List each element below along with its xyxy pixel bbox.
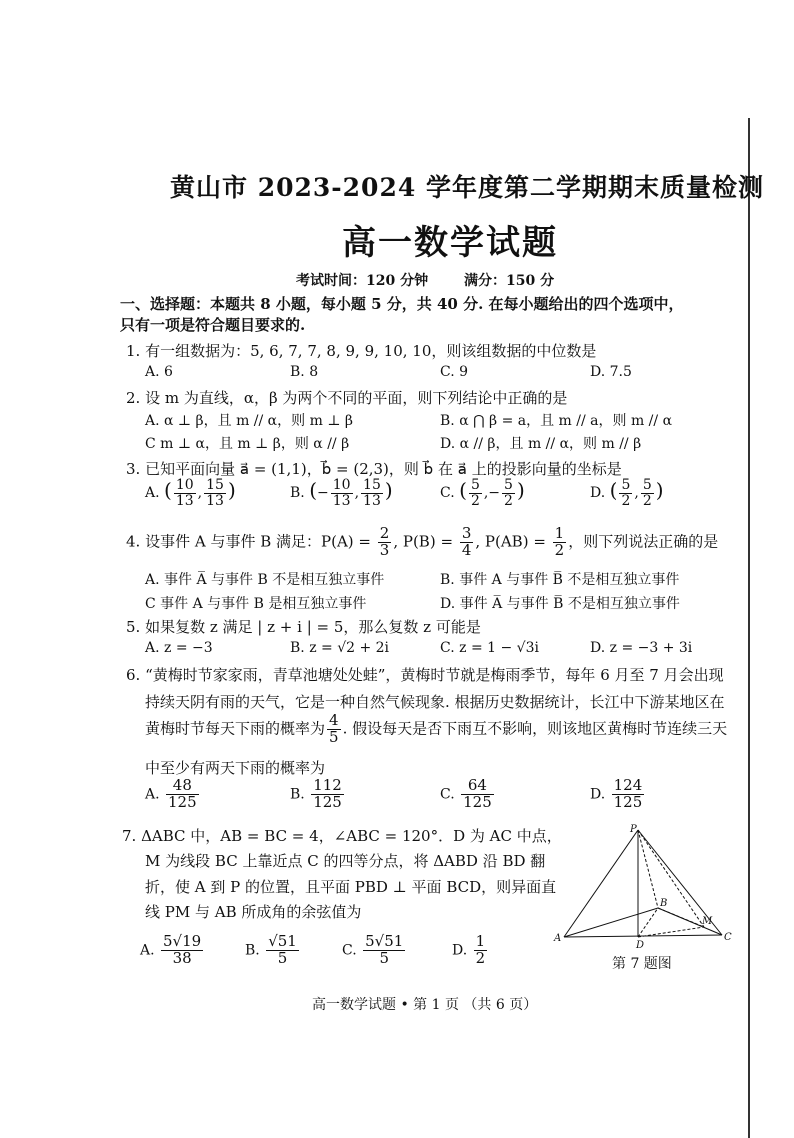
edge-db [638, 908, 658, 937]
q4-option-b: B. 事件 A 与事件 B̅ 不是相互独立事件 [440, 572, 680, 588]
question-stem: 设事件 A 与事件 B 满足：P(A) = [145, 532, 371, 551]
question-stem: ΔABC 中，AB = BC = 4，∠ABC = 120°．D 为 AC 中点， [141, 827, 562, 845]
frac-num: 5 [621, 477, 631, 493]
option-label: C. [342, 942, 357, 959]
q2-option-b: B. α ⋂ β = a，且 m // a，则 m // α [440, 413, 673, 429]
option-label: C. [440, 786, 455, 803]
point-label-a: A [554, 933, 562, 944]
point-label-p: P [630, 824, 637, 835]
frac-num: 5√19 [163, 932, 202, 950]
question-1 [126, 340, 596, 361]
frac-den: 13 [175, 492, 194, 509]
frac-den: 13 [332, 492, 351, 509]
question-stem: , P(B) = [393, 532, 454, 551]
q7-line-2: M 为线段 BC 上靠近点 C 的四等分点，将 ΔABD 沿 BD 翻 [145, 852, 546, 870]
frac-num: 5√51 [365, 932, 404, 950]
question-number: 7. [122, 827, 137, 845]
q7-option-b [245, 934, 301, 967]
question-number: 2. [126, 389, 141, 407]
frac-den: 2 [504, 492, 513, 509]
figure-caption: 第 7 题图 [612, 956, 672, 972]
section-heading: 一、选择题：本题共 8 小题，每小题 5 分，共 40 分. 在每小题给出的四个选项中，只有一项是符合题目要求的. [120, 295, 684, 334]
question-4 [126, 526, 718, 559]
frac-den: 2 [470, 492, 480, 509]
q1-option-b: B. 8 [290, 364, 319, 380]
frac-den: 4 [461, 540, 472, 559]
q6-option-c [440, 778, 496, 811]
frac-den: 125 [463, 792, 492, 811]
frac-num: 10 [332, 477, 351, 493]
question-6 [126, 664, 724, 685]
option-label: D. [452, 942, 468, 959]
q6-line-2: 持续天阴有雨的天气，它是一种自然气候现象. 根据历史数据统计，长江中下游某地区在 [145, 693, 725, 711]
q1-option-d: D. 7.5 [590, 364, 632, 380]
edge-pm [638, 830, 704, 927]
frac-den: 3 [379, 540, 390, 559]
question-stem: 有一组数据为：5, 6, 7, 7, 8, 9, 9, 10, 10，则该组数据的中位数是 [145, 342, 597, 360]
q2-option-a: A. α ⊥ β，且 m // α，则 m ⊥ β [145, 413, 354, 429]
frac-num: √51 [268, 932, 297, 950]
q7-geometry-figure [552, 822, 742, 952]
option-label: B. [290, 485, 305, 502]
q5-option-a: A. z = −3 [145, 640, 213, 656]
frac-num: 124 [613, 776, 643, 794]
frac-den: 13 [206, 492, 224, 509]
option-label: D. [590, 485, 606, 502]
q3-option-b: B. (− $\frac{10}{13}$ , $\frac{15}{13}$ ) [290, 477, 393, 509]
frac-den: 5 [379, 948, 389, 967]
frac-num: 2 [379, 524, 390, 542]
edge-pa [564, 830, 638, 937]
option-label: A. [140, 942, 155, 959]
question-5 [126, 616, 481, 637]
frac-num: 4 [329, 711, 339, 729]
point-label-b: B [660, 898, 668, 909]
option-label: A. [145, 485, 160, 502]
frac-den: 125 [613, 792, 643, 811]
q7-option-a [140, 934, 205, 967]
question-number: 1. [126, 342, 141, 360]
question-stem: 设 m 为直线，α，β 为两个不同的平面，则下列结论中正确的是 [145, 389, 568, 407]
question-number: 4. [126, 532, 141, 551]
option-label: A. [145, 786, 160, 803]
option-label: D. [590, 786, 606, 803]
q5-option-c: C. z = 1 − √3i [440, 640, 539, 656]
page-edge-rule [748, 118, 750, 1138]
frac-num: 112 [313, 776, 342, 794]
question-stem: . 假设每天是否下雨互不影响，则该地区黄梅时节连续三天 [342, 719, 728, 738]
exam-subtitle: 高一数学试题 [342, 223, 558, 263]
question-number: 3. [126, 460, 141, 478]
frac-num: 5 [642, 477, 652, 493]
frac-num: 15 [206, 477, 224, 493]
frac-num: 48 [166, 778, 199, 795]
q6-line-3 [145, 713, 727, 746]
q3-option-c: C. ( $\frac{5}{2}$ ,− $\frac{5}{2}$ ) [440, 477, 525, 509]
option-label: B. [290, 786, 305, 803]
q4-option-d: D. 事件 A̅ 与事件 B̅ 不是相互独立事件 [440, 596, 680, 612]
frac-num: 5 [470, 477, 480, 493]
frac-den: 2 [621, 492, 631, 509]
point-label-m: M [702, 916, 713, 927]
frac-num: 10 [175, 477, 194, 493]
question-number: 5. [126, 618, 141, 636]
question-2 [126, 387, 567, 408]
question-stem: , P(AB) = [475, 532, 546, 551]
frac-den: 5 [329, 727, 339, 746]
q5-option-b: B. z = √2 + 2i [290, 640, 390, 656]
q3-option-d: D. ( $\frac{5}{2}$ , $\frac{5}{2}$ ) [590, 477, 664, 509]
q4-option-a: A. 事件 A̅ 与事件 B 不是相互独立事件 [145, 572, 385, 588]
q5-option-d: D. z = −3 + 3i [590, 640, 693, 656]
q1-option-c: C. 9 [440, 364, 469, 380]
frac-den: 13 [363, 492, 381, 509]
frac-den: 38 [172, 948, 192, 967]
q7-line-4: 线 PM 与 AB 所成角的余弦值为 [145, 903, 362, 921]
exam-time: 考试时间：120 分钟 [296, 273, 429, 289]
frac-den: 125 [313, 792, 342, 811]
q6-option-d [590, 778, 646, 811]
question-stem: 已知平面向量 a⃗ = (1,1)，b⃗ = (2,3)，则 b⃗ 在 a⃗ 上的投影向量的坐标是 [145, 460, 622, 478]
page-footer: 高一数学试题 • 第 1 页 （共 6 页） [312, 997, 538, 1013]
point-label-d: D [636, 940, 645, 951]
q4-option-c: C 事件 A 与事件 B 是相互独立事件 [145, 596, 367, 612]
point-label-c: C [724, 932, 732, 943]
q7-option-d [452, 934, 489, 967]
q6-line-4: 中至少有两天下雨的概率为 [145, 759, 326, 777]
frac-num: 15 [363, 477, 381, 493]
question-number: 6. [126, 666, 141, 684]
frac-den: 2 [475, 948, 486, 967]
frac-den: 5 [277, 948, 288, 967]
q7-line-3: 折，使 A 到 P 的位置，且平面 PBD ⊥ 平面 BCD，则异面直 [145, 878, 557, 896]
q6-option-b [290, 778, 346, 811]
question-stem: 黄梅时节每天下雨的概率为 [145, 719, 326, 738]
q7-option-c [342, 934, 407, 967]
q6-option-a [145, 778, 201, 811]
exam-title: 黄山市 2023-2024 学年度第二学期期末质量检测 [170, 173, 764, 202]
frac-num: 1 [475, 932, 486, 950]
question-stem: 如果复数 z 满足 | z + i | = 5，那么复数 z 可能是 [145, 618, 481, 636]
full-score: 满分：150 分 [464, 273, 555, 289]
question-7 [122, 825, 562, 846]
q2-option-d: D. α // β，且 m // α，则 m // β [440, 436, 642, 452]
q1-option-a: A. 6 [145, 364, 173, 380]
frac-num: 64 [461, 778, 494, 795]
frac-den: 125 [168, 792, 197, 811]
question-stem: ，则下列说法正确的是 [568, 532, 719, 551]
frac-den: 2 [642, 492, 652, 509]
question-3 [126, 458, 622, 479]
frac-num: 3 [461, 524, 472, 542]
frac-den: 2 [554, 540, 565, 559]
frac-num: 1 [554, 524, 565, 542]
q2-option-c: C m ⊥ α，且 m ⊥ β，则 α // β [145, 436, 350, 452]
option-label: C. [440, 485, 455, 502]
frac-num: 5 [504, 477, 513, 493]
edge-ab [564, 908, 658, 937]
q3-option-a: A. ( $\frac{10}{13}$ , $\frac{15}{13}$ ) [145, 477, 236, 509]
option-label: B. [245, 942, 260, 959]
question-stem: “黄梅时节家家雨，青草池塘处处蛙”，黄梅时节就是梅雨季节，每年 6 月至 7 月会出现 [145, 666, 724, 684]
